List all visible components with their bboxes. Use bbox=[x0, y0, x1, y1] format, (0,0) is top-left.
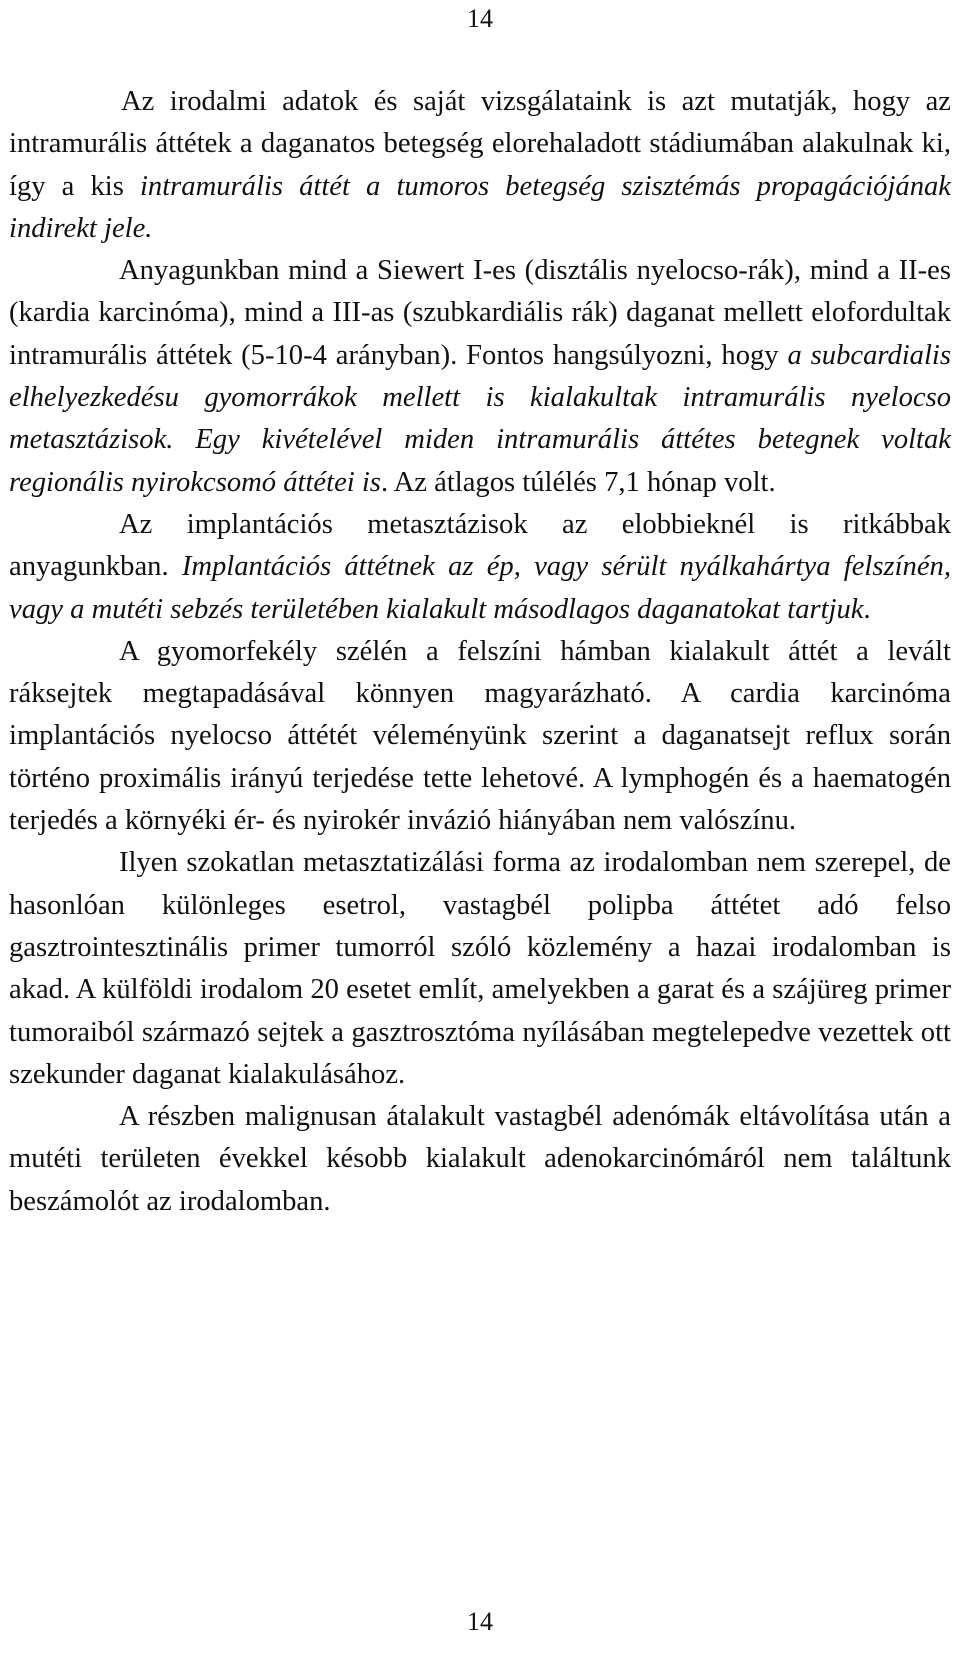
page-number-top: 14 bbox=[467, 4, 493, 33]
paragraph-1-italic: intramurális áttét a tumoros betegség szisztémás propagációjának indirekt jele. bbox=[9, 170, 951, 244]
page-number-bottom: 14 bbox=[467, 1607, 493, 1636]
paragraph-3-text: Az implantációs metasztázisok az elobbieknél is ritkábbak anyagunkban. bbox=[9, 508, 951, 583]
paragraph-2-text: Anyagunkban mind a Siewert I-es (disztális nyelocso-rák), mind a II-es (kardia karcinóma), mind a III-as (szubkardiális rák) daganat mellett elofordultak intramurális áttétek (5-10-4 arányban). Fontos hangsúlyozni, hogy bbox=[9, 255, 951, 371]
paragraph-5-text: Ilyen szokatlan metasztatizálási forma az irodalomban nem szerepel, de hasonlóan különleges esetrol, vastagbél polipba áttétet adó felso gasztrointesztinális primer tumorról szóló közlemény a hazai irodalomban is akad. A külföldi irodalom 20 esetet említ, amelyekben a garat és a szájüreg primer tumoraiból származó sejtek a gasztrosztóma nyílásában megtelepedve vezettek ott szekunder daganat kialakulásához. bbox=[9, 847, 951, 1090]
paragraph-4-text: A gyomorfekély szélén a felszíni hámban kialakult áttét a levált ráksejtek megtapadásával könnyen magyarázható. A cardia karcinóma implantációs nyelocso áttétét véleményünk szerint a daganatsejt reflux során történo proximális irányú terjedése tette lehetové. A lymphogén és a haematogén terjedés a környéki ér- és nyirokér invázió hiányában nem valószínu. bbox=[9, 635, 951, 837]
paragraph-3-italic: Implantációs áttétnek az ép, vagy sérült nyálkahártya felszínén, vagy a mutéti sebzés területében kialakult másodlagos daganatokat tartjuk bbox=[9, 551, 951, 625]
paragraph-2-text-end: . Az átlagos túlélés 7,1 hónap volt. bbox=[380, 466, 776, 498]
paragraph-2-italic: a subcardialis elhelyezkedésu gyomorrákok mellett is kialakultak intramurális nyelocso metasztázisok. Egy kivételével miden intramurális áttétes betegnek voltak regionális nyirokcsomó áttétei is bbox=[9, 339, 951, 498]
paragraph-5 bbox=[9, 842, 951, 1096]
paragraph-3 bbox=[9, 504, 951, 631]
paragraph-6-text: A részben malignusan átalakult vastagbél adenómák eltávolítása után a mutéti területen évekkel késobb kialakult adenokarcinómáról nem találtunk beszámolót az irodalomban. bbox=[9, 1101, 951, 1217]
paragraph-1-text: Az irodalmi adatok és saját vizsgálataink is azt mutatják, hogy az intramurális áttétek a daganatos betegség elorehaladott stádiumában alakulnak ki, így a kis bbox=[9, 86, 951, 202]
paragraph-2 bbox=[9, 250, 951, 504]
document-body bbox=[9, 81, 951, 1223]
paragraph-4 bbox=[9, 631, 951, 842]
paragraph-3-text-end: . bbox=[863, 593, 871, 625]
paragraph-1 bbox=[9, 81, 951, 250]
paragraph-6 bbox=[9, 1096, 951, 1223]
